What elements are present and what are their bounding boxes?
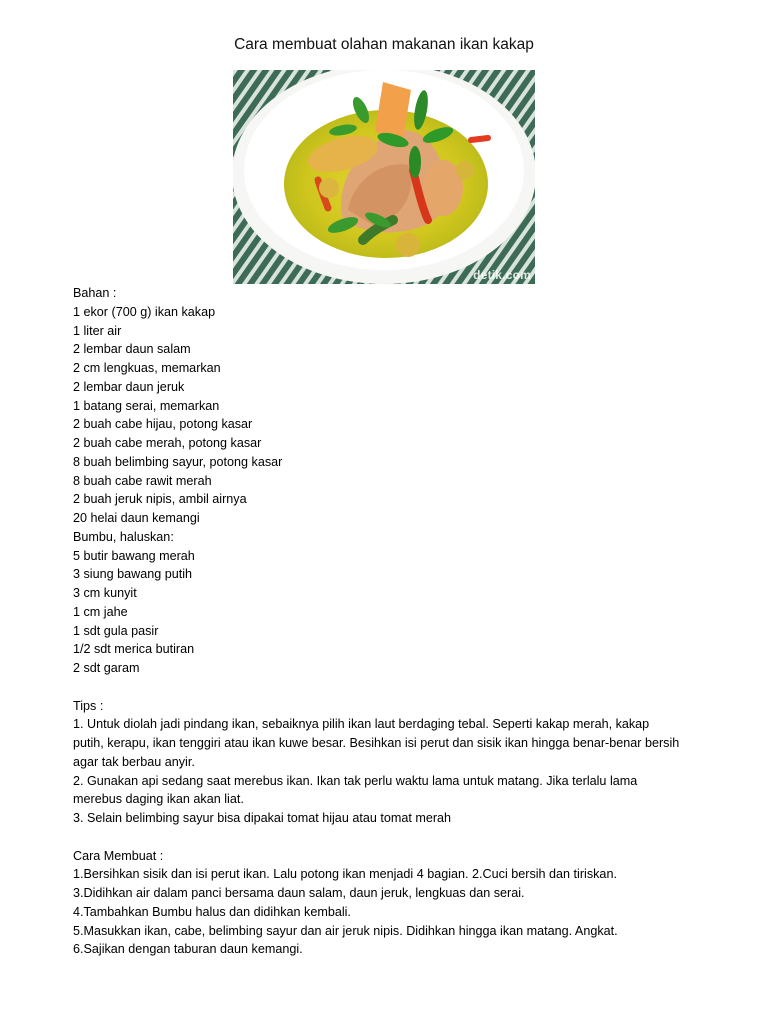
list-item: 3 cm kunyit [73, 586, 137, 600]
list-item: 8 buah cabe rawit merah [73, 473, 212, 488]
spice-list [73, 547, 683, 678]
list-item: 1 sdt gula pasir [73, 623, 159, 638]
photo-watermark: detik.com [473, 268, 531, 282]
list-item: 2 cm lengkuas, memarkan [73, 361, 221, 375]
list-item: 20 helai daun kemangi [73, 511, 200, 525]
list-item: 1 liter air [73, 323, 122, 338]
tips-heading: Tips : [73, 698, 104, 713]
spice-heading: Bumbu, haluskan: [73, 529, 174, 544]
list-item: 2 buah jeruk nipis, ambil airnya [73, 492, 247, 507]
ingredients-list [73, 303, 683, 528]
step-item: 1.Bersihkan sisik dan isi perut ikan. Lalu potong ikan menjadi 4 bagian. 2.Cuci bersih dan tiriskan. [73, 867, 617, 882]
list-item: 8 buah belimbing sayur, potong kasar [73, 454, 283, 469]
ingredients-heading: Bahan : [73, 286, 117, 300]
tip-item: 2. Gunakan api sedang saat merebus ikan. Ikan tak perlu waktu lama untuk matang. Jika terlalu lama merebus daging ikan akan liat. [73, 773, 638, 807]
list-item: 1/2 sdt merica butiran [73, 642, 195, 657]
step-item: 3.Didihkan air dalam panci bersama daun salam, daun jeruk, lengkuas dan serai. [73, 886, 525, 900]
step-item: 5.Masukkan ikan, cabe, belimbing sayur dan air jeruk nipis. Didihkan hingga ikan matang. Angkat. [73, 923, 618, 938]
list-item: 2 sdt garam [73, 661, 140, 675]
tip-item: 1. Untuk diolah jadi pindang ikan, sebaiknya pilih ikan laut berdaging tebal. Seperti kakap merah, kakap putih, kerapu, ikan tenggiri atau ikan kuwe besar. Besihkan isi perut dan sisik ikan hingga benar-benar bersih agar tak berbau anyir. [73, 717, 680, 769]
tip-item: 3. Selain belimbing sayur bisa dipakai tomat hijau atau tomat merah [73, 811, 452, 825]
steps-heading: Cara Membuat : [73, 848, 164, 863]
dish-photo [233, 70, 535, 284]
list-item: 1 ekor (700 g) ikan kakap [73, 304, 216, 319]
document-title: Cara membuat olahan makanan ikan kakap [234, 36, 534, 53]
list-item: 2 buah cabe merah, potong kasar [73, 436, 262, 450]
recipe-body [73, 284, 683, 959]
list-item: 2 buah cabe hijau, potong kasar [73, 417, 253, 432]
list-item: 5 butir bawang merah [73, 548, 195, 563]
steps-list [73, 865, 683, 959]
step-item: 6.Sajikan dengan taburan daun kemangi. [73, 942, 303, 957]
list-item: 1 batang serai, memarkan [73, 398, 220, 413]
tips-list [73, 715, 683, 828]
step-item: 4.Tambahkan Bumbu halus dan didihkan kembali. [73, 904, 351, 919]
list-item: 2 lembar daun jeruk [73, 379, 185, 394]
list-item: 2 lembar daun salam [73, 342, 191, 357]
list-item: 3 siung bawang putih [73, 567, 193, 582]
list-item: 1 cm jahe [73, 604, 128, 619]
